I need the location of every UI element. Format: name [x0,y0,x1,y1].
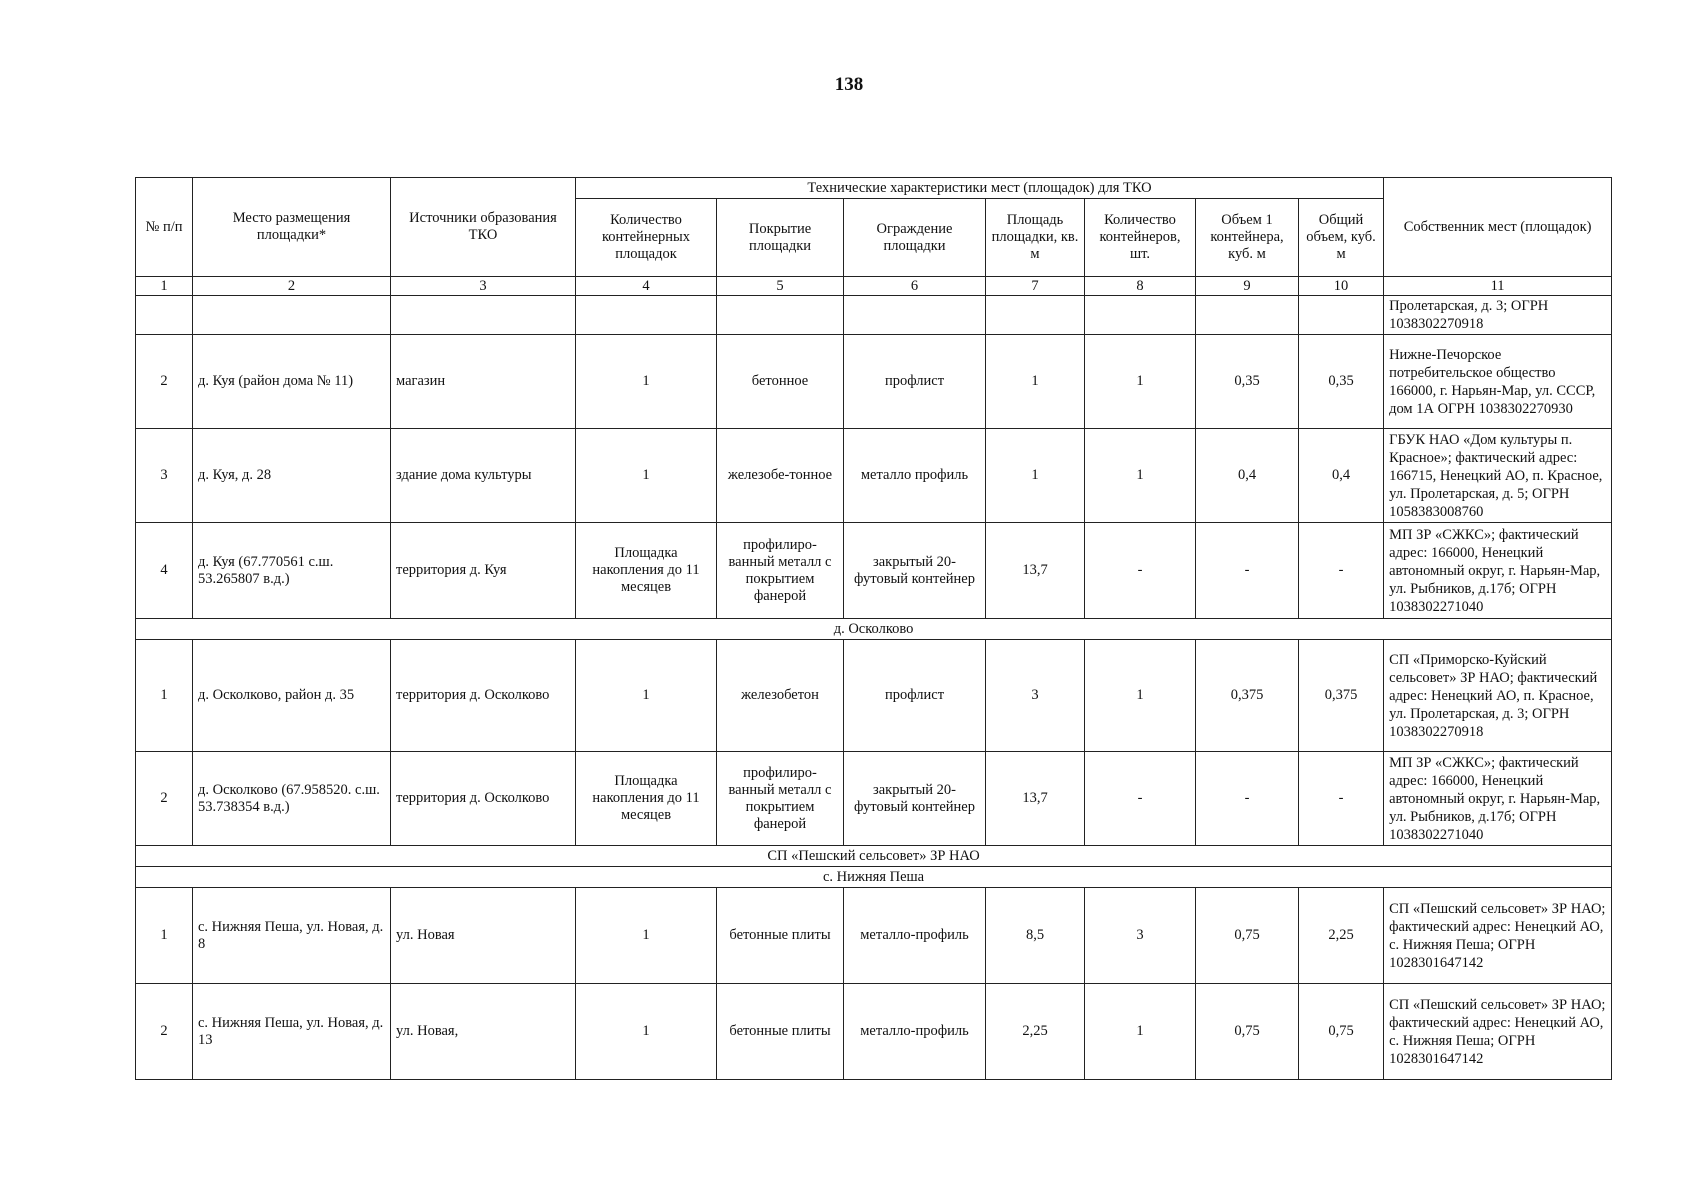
volume-one-cell: 0,35 [1196,335,1299,429]
owner-cell: СП «Пешский сельсовет» ЗР НАО; фактический адрес: Ненецкий АО, с. Нижняя Пеша; ОГРН 1028301647142 [1384,984,1612,1080]
section-heading: СП «Пешский сельсовет» ЗР НАО [136,846,1612,867]
volume-one-cell: - [1196,523,1299,619]
fence-cell: закрытый 20-футовый контейнер [844,523,986,619]
area-cell: 13,7 [986,523,1085,619]
row-number: 2 [136,335,193,429]
cover-cell: профилиро-ванный металл с покрытием фанерой [717,523,844,619]
header-cover: Покрытие площадки [717,199,844,277]
carry-over-row [136,296,1612,335]
area-cell: 2,25 [986,984,1085,1080]
area-cell: 1 [986,429,1085,523]
fence-cell: металло профиль [844,429,986,523]
place-cell: д. Куя, д. 28 [193,429,391,523]
header-owner: Собственник мест (площадок) [1384,178,1612,277]
source-cell: территория д. Осколково [391,752,576,846]
column-number: 9 [1196,277,1299,296]
containers-cell: - [1085,752,1196,846]
volume-total-cell: - [1299,523,1384,619]
volume-total-cell: 0,375 [1299,640,1384,752]
place-cell: д. Куя (район дома № 11) [193,335,391,429]
fence-cell: металло-профиль [844,984,986,1080]
source-cell: здание дома культуры [391,429,576,523]
owner-cell: МП ЗР «СЖКС»; фактический адрес: 166000, Ненецкий автономный округ, г. Нарьян-Мар, ул. Рыбников, д.17б; ОГРН 1038302271040 [1384,523,1612,619]
owner-cell: Нижне-Печорское потребительское общество 166000, г. Нарьян-Мар, ул. СССР, дом 1А ОГРН 1038302270930 [1384,335,1612,429]
area-cell: 13,7 [986,752,1085,846]
containers-cell: 3 [1085,888,1196,984]
volume-one-cell: 0,4 [1196,429,1299,523]
column-number: 8 [1085,277,1196,296]
containers-cell: 1 [1085,984,1196,1080]
volume-total-cell: 2,25 [1299,888,1384,984]
place-cell: с. Нижняя Пеша, ул. Новая, д. 8 [193,888,391,984]
owner-cell: СП «Приморско-Куйский сельсовет» ЗР НАО; фактический адрес: Ненецкий АО, п. Красное, ул. Пролетарская, д. 3; ОГРН 1038302270918 [1384,640,1612,752]
source-cell: территория д. Куя [391,523,576,619]
column-number: 4 [576,277,717,296]
fence-cell: профлист [844,335,986,429]
header-fence: Ограждение площадки [844,199,986,277]
source-cell: магазин [391,335,576,429]
row-number: 1 [136,640,193,752]
count-sites-cell: Площадка накопления до 11 месяцев [576,523,717,619]
containers-cell: - [1085,523,1196,619]
table-row [136,429,1612,523]
header-area: Площадь площадки, кв. м [986,199,1085,277]
cover-cell: бетонное [717,335,844,429]
source-cell: ул. Новая, [391,984,576,1080]
column-number-row [136,277,1612,296]
count-sites-cell: Площадка накопления до 11 месяцев [576,752,717,846]
containers-cell: 1 [1085,640,1196,752]
volume-total-cell: 0,35 [1299,335,1384,429]
table-row [136,888,1612,984]
count-sites-cell: 1 [576,429,717,523]
count-sites-cell: 1 [576,640,717,752]
column-number: 6 [844,277,986,296]
owner-cell: Пролетарская, д. 3; ОГРН 1038302270918 [1384,296,1612,335]
page-number: 138 [834,74,864,95]
row-number: 2 [136,752,193,846]
column-number: 3 [391,277,576,296]
row-number: 2 [136,984,193,1080]
section-row-oskolkovo [136,619,1612,640]
header-volume-one: Объем 1 контейнера, куб. м [1196,199,1299,277]
fence-cell: металло-профиль [844,888,986,984]
cover-cell: железобе-тонное [717,429,844,523]
row-number: 3 [136,429,193,523]
table-row [136,984,1612,1080]
cover-cell: профилиро-ванный металл с покрытием фанерой [717,752,844,846]
count-sites-cell: 1 [576,888,717,984]
containers-cell: 1 [1085,429,1196,523]
volume-total-cell: - [1299,752,1384,846]
volume-one-cell: 0,75 [1196,984,1299,1080]
volume-one-cell: 0,75 [1196,888,1299,984]
column-number: 7 [986,277,1085,296]
table-row [136,335,1612,429]
area-cell: 1 [986,335,1085,429]
header-tech: Технические характеристики мест (площадок) для ТКО [576,178,1384,199]
cover-cell: бетонные плиты [717,984,844,1080]
column-number: 11 [1384,277,1612,296]
header-number: № п/п [136,178,193,277]
row-number: 4 [136,523,193,619]
area-cell: 3 [986,640,1085,752]
place-cell: д. Осколково (67.958520. с.ш. 53.738354 в.д.) [193,752,391,846]
section-heading: с. Нижняя Пеша [136,867,1612,888]
table-row [136,752,1612,846]
count-sites-cell: 1 [576,335,717,429]
volume-one-cell: - [1196,752,1299,846]
header-place: Место размещения площадки* [193,178,391,277]
table-row [136,523,1612,619]
cover-cell: железобетон [717,640,844,752]
owner-cell: СП «Пешский сельсовет» ЗР НАО; фактический адрес: Ненецкий АО, с. Нижняя Пеша; ОГРН 1028301647142 [1384,888,1612,984]
source-cell: ул. Новая [391,888,576,984]
place-cell: с. Нижняя Пеша, ул. Новая, д. 13 [193,984,391,1080]
volume-total-cell: 0,75 [1299,984,1384,1080]
column-number: 2 [193,277,391,296]
count-sites-cell: 1 [576,984,717,1080]
column-number: 1 [136,277,193,296]
owner-cell: ГБУК НАО «Дом культуры п. Красное»; фактический адрес: 166715, Ненецкий АО, п. Красное, ул. Пролетарская, д. 5; ОГРН 1058383008760 [1384,429,1612,523]
fence-cell: закрытый 20-футовый контейнер [844,752,986,846]
place-cell: д. Осколково, район д. 35 [193,640,391,752]
containers-cell: 1 [1085,335,1196,429]
row-number: 1 [136,888,193,984]
fence-cell: профлист [844,640,986,752]
header-sources: Источники образования ТКО [391,178,576,277]
volume-total-cell: 0,4 [1299,429,1384,523]
table-row [136,640,1612,752]
header-count-containers: Количество контейнеров, шт. [1085,199,1196,277]
volume-one-cell: 0,375 [1196,640,1299,752]
source-cell: территория д. Осколково [391,640,576,752]
area-cell: 8,5 [986,888,1085,984]
header-volume-total: Общий объем, куб. м [1299,199,1384,277]
column-number: 5 [717,277,844,296]
waste-sites-table [135,177,1612,1080]
place-cell: д. Куя (67.770561 с.ш. 53.265807 в.д.) [193,523,391,619]
header-count-sites: Количество контейнерных площадок [576,199,717,277]
section-row-nizhnyaya-pesha [136,867,1612,888]
cover-cell: бетонные плиты [717,888,844,984]
section-heading: д. Осколково [136,619,1612,640]
column-number: 10 [1299,277,1384,296]
owner-cell: МП ЗР «СЖКС»; фактический адрес: 166000, Ненецкий автономный округ, г. Нарьян-Мар, ул. Рыбников, д.17б; ОГРН 1038302271040 [1384,752,1612,846]
section-row-peshsky [136,846,1612,867]
